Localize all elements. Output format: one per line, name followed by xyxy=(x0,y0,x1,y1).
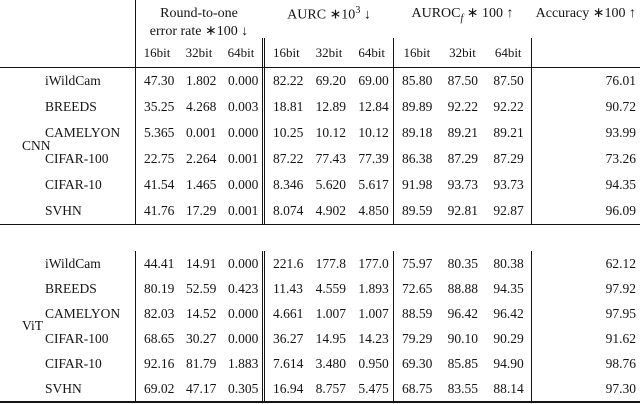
accuracy-value: 73.26 xyxy=(531,146,640,172)
header-group-row xyxy=(0,0,640,38)
auroc-cells xyxy=(393,146,531,172)
aurc-cells xyxy=(262,301,393,326)
error-rate-16bit-value: 41.54 xyxy=(144,177,175,192)
accuracy-value: 97.95 xyxy=(531,301,640,326)
aurc-subcols xyxy=(262,38,393,67)
auroc-64bit-value: 80.38 xyxy=(493,255,524,271)
error-rate-16bit-value: 5.365 xyxy=(144,125,175,140)
aurc-16bit-value: 8.346 xyxy=(273,177,304,192)
error-rate-cells xyxy=(135,351,262,376)
row-indent xyxy=(0,68,45,94)
table-row xyxy=(0,172,640,198)
auroc-64bit-value: 87.29 xyxy=(493,151,524,166)
error-rate-32bit-value: 1.802 xyxy=(186,73,217,88)
block-gap xyxy=(0,225,640,251)
error-rate-cells xyxy=(135,120,262,146)
aurc-64bit-value: 77.39 xyxy=(358,151,389,166)
error-rate-32bit-value: 2.264 xyxy=(186,151,217,166)
auroc-subcols xyxy=(393,38,531,67)
auroc-cells xyxy=(393,326,531,351)
error-rate-32bit-value: 14.52 xyxy=(186,305,217,321)
aurc-64bit-value: 4.850 xyxy=(358,203,389,218)
subcol-16bit: 16bit xyxy=(143,44,171,60)
auroc-cells xyxy=(393,251,531,276)
auroc-32bit-value: 88.88 xyxy=(447,280,479,296)
aurc-16bit-value: 16.94 xyxy=(273,380,304,396)
aurc-cells xyxy=(262,146,393,172)
error-rate-64bit-value: 0.305 xyxy=(228,380,259,396)
aurc-32bit-value: 5.620 xyxy=(315,177,347,192)
row-indent xyxy=(0,276,45,301)
accuracy-value: 94.35 xyxy=(531,172,640,198)
aurc-16bit-value: 36.27 xyxy=(273,330,304,346)
error-rate-32bit-value: 52.59 xyxy=(186,280,217,296)
aurc-16bit-value: 87.22 xyxy=(273,151,304,166)
auroc-64bit-value: 87.50 xyxy=(493,73,524,88)
auroc-32bit-value: 93.73 xyxy=(447,177,479,192)
aurc-32bit-value: 177.8 xyxy=(315,255,347,271)
accuracy-group-header xyxy=(531,0,640,38)
dataset-label: BREEDS xyxy=(45,280,97,296)
error-rate-32bit-value: 81.79 xyxy=(186,355,217,371)
accuracy-subcol-spacer xyxy=(531,38,640,67)
error-rate-16bit-value: 41.76 xyxy=(144,203,175,218)
aurc-32bit-value: 69.20 xyxy=(315,73,347,88)
aurc-16bit-value: 8.074 xyxy=(273,203,304,218)
auroc-16bit-value: 69.30 xyxy=(402,355,433,371)
subcol-32bit: 32bit xyxy=(449,44,476,60)
header-subcolumn-row xyxy=(0,38,640,67)
auroc-16bit-value: 89.59 xyxy=(402,203,433,218)
auroc-cells xyxy=(393,120,531,146)
auroc-cells xyxy=(393,68,531,94)
aurc-32bit-value: 1.007 xyxy=(315,305,347,321)
auroc-16bit-value: 85.80 xyxy=(402,73,433,88)
aurc-group-header xyxy=(262,0,393,38)
error-rate-16bit-value: 44.41 xyxy=(144,255,175,271)
aurc-16bit-value: 82.22 xyxy=(273,73,304,88)
auroc-32bit-value: 92.81 xyxy=(447,203,479,218)
error-rate-cells xyxy=(135,68,262,94)
header-indent xyxy=(0,0,45,38)
cnn-rows xyxy=(0,68,640,224)
error-rate-group-header xyxy=(135,0,262,38)
dataset-label: iWildCam xyxy=(45,73,101,88)
table-row xyxy=(0,326,640,351)
subcol-16bit: 16bit xyxy=(403,44,431,60)
error-rate-32bit-value: 0.001 xyxy=(186,125,217,140)
auroc-cells xyxy=(393,351,531,376)
error-rate-16bit-value: 82.03 xyxy=(144,305,175,321)
auroc-32bit-value: 87.29 xyxy=(447,151,479,166)
auroc-cells xyxy=(393,376,531,401)
dataset-label: CIFAR-100 xyxy=(45,330,109,346)
error-rate-cells xyxy=(135,376,262,401)
auroc-64bit-value: 88.14 xyxy=(493,380,524,396)
aurc-cells xyxy=(262,120,393,146)
table-row xyxy=(0,301,640,326)
error-rate-64bit-value: 0.003 xyxy=(228,99,259,114)
table-row xyxy=(0,351,640,376)
error-rate-cells xyxy=(135,251,262,276)
aurc-16bit-value: 10.25 xyxy=(273,125,304,140)
error-rate-cells xyxy=(135,326,262,351)
aurc-16bit-value: 221.6 xyxy=(273,255,304,271)
error-rate-64bit-value: 0.000 xyxy=(228,177,259,192)
error-rate-cells xyxy=(135,94,262,120)
dataset-label: SVHN xyxy=(45,203,82,218)
row-indent xyxy=(0,198,45,224)
auroc-cells xyxy=(393,301,531,326)
auroc-header-arrow: ∗ 100 ↑ xyxy=(463,6,514,21)
table-row xyxy=(0,120,640,146)
aurc-32bit-value: 3.480 xyxy=(315,355,347,371)
subheader-indent xyxy=(0,38,45,67)
auroc-cells xyxy=(393,276,531,301)
auroc-16bit-value: 72.65 xyxy=(402,280,433,296)
aurc-cells xyxy=(262,351,393,376)
aurc-cells xyxy=(262,198,393,224)
aurc-16bit-value: 18.81 xyxy=(273,99,304,114)
accuracy-value: 96.09 xyxy=(531,198,640,224)
error-rate-64bit-value: 0.000 xyxy=(228,305,259,321)
auroc-64bit-value: 89.21 xyxy=(493,125,524,140)
aurc-32bit-value: 8.757 xyxy=(315,380,347,396)
accuracy-value: 91.62 xyxy=(531,326,640,351)
aurc-32bit-value: 14.95 xyxy=(315,330,347,346)
auroc-16bit-value: 89.18 xyxy=(402,125,433,140)
aurc-64bit-value: 10.12 xyxy=(358,125,389,140)
error-rate-64bit-value: 0.000 xyxy=(228,125,259,140)
auroc-16bit-value: 68.75 xyxy=(402,380,433,396)
auroc-cells xyxy=(393,172,531,198)
error-rate-cells xyxy=(135,146,262,172)
row-indent xyxy=(0,376,45,401)
auroc-16bit-value: 88.59 xyxy=(402,305,433,321)
model-group-label-cnn: CNN xyxy=(22,138,51,153)
accuracy-header-text: Accuracy ∗100 ↑ xyxy=(535,6,636,21)
auroc-64bit-value: 94.35 xyxy=(493,280,524,296)
error-rate-16bit-value: 22.75 xyxy=(144,151,175,166)
subcol-64bit: 64bit xyxy=(227,44,255,60)
error-rate-32bit-value: 1.465 xyxy=(186,177,217,192)
auroc-64bit-value: 93.73 xyxy=(493,177,524,192)
aurc-64bit-value: 5.617 xyxy=(358,177,389,192)
aurc-cells xyxy=(262,172,393,198)
auroc-16bit-value: 89.89 xyxy=(402,99,433,114)
subcol-64bit: 64bit xyxy=(358,44,386,60)
table-row xyxy=(0,94,640,120)
accuracy-value: 97.30 xyxy=(531,376,640,401)
auroc-64bit-value: 90.29 xyxy=(493,330,524,346)
auroc-64bit-value: 92.22 xyxy=(493,99,524,114)
dataset-label: CIFAR-10 xyxy=(45,177,102,192)
error-rate-64bit-value: 0.423 xyxy=(228,280,259,296)
subcol-16bit: 16bit xyxy=(272,44,300,60)
aurc-header-text xyxy=(265,5,393,24)
aurc-32bit-value: 12.89 xyxy=(315,99,347,114)
error-rate-cells xyxy=(135,198,262,224)
aurc-cells xyxy=(262,326,393,351)
auroc-16bit-value: 86.38 xyxy=(402,151,433,166)
aurc-64bit-value: 5.475 xyxy=(358,380,389,396)
table-row xyxy=(0,251,640,276)
auroc-16bit-value: 75.97 xyxy=(402,255,433,271)
dataset-label: CIFAR-100 xyxy=(45,151,109,166)
error-rate-32bit-value: 17.29 xyxy=(186,203,217,218)
aurc-cells xyxy=(262,276,393,301)
subcol-32bit: 32bit xyxy=(185,44,213,60)
table-header xyxy=(0,0,640,68)
subcol-64bit: 64bit xyxy=(494,44,522,60)
table-row xyxy=(0,68,640,94)
aurc-64bit-value: 177.0 xyxy=(358,255,389,271)
error-rate-16bit-value: 68.65 xyxy=(144,330,175,346)
error-rate-64bit-value: 0.000 xyxy=(228,330,259,346)
error-rate-cells xyxy=(135,301,262,326)
auroc-cells xyxy=(393,94,531,120)
aurc-64bit-value: 1.007 xyxy=(358,305,389,321)
vit-rows xyxy=(0,251,640,401)
aurc-32bit-value: 77.43 xyxy=(315,151,347,166)
aurc-16bit-value: 4.661 xyxy=(273,305,304,321)
dataset-label: BREEDS xyxy=(45,99,97,114)
error-rate-header-line2: error rate ∗100 ↓ xyxy=(149,23,249,39)
aurc-16bit-value: 11.43 xyxy=(273,280,303,296)
aurc-cells xyxy=(262,68,393,94)
row-indent xyxy=(0,172,45,198)
dataset-label: CAMELYON xyxy=(45,125,121,140)
table-row xyxy=(0,198,640,224)
auroc-32bit-value: 80.35 xyxy=(447,255,479,271)
auroc-header-subscript: f xyxy=(460,12,464,24)
error-rate-cells xyxy=(135,276,262,301)
row-indent xyxy=(0,251,45,276)
aurc-header-prefix: AURC ∗10 xyxy=(287,7,356,23)
error-rate-64bit-value: 0.000 xyxy=(228,255,259,271)
auroc-32bit-value: 83.55 xyxy=(447,380,479,396)
error-rate-64bit-value: 0.001 xyxy=(228,151,259,166)
error-rate-16bit-value: 92.16 xyxy=(144,355,175,371)
aurc-cells xyxy=(262,94,393,120)
table-row xyxy=(0,376,640,401)
error-rate-64bit-value: 1.883 xyxy=(228,355,259,371)
accuracy-value: 97.92 xyxy=(531,276,640,301)
aurc-header-arrow: ↓ xyxy=(360,7,371,23)
model-group-label-vit: ViT xyxy=(22,318,43,333)
error-rate-32bit-value: 30.27 xyxy=(186,330,217,346)
auroc-64bit-value: 96.42 xyxy=(493,305,524,321)
table-row xyxy=(0,276,640,301)
accuracy-value: 76.01 xyxy=(531,68,640,94)
error-rate-header-text xyxy=(136,5,262,40)
error-rate-16bit-value: 80.19 xyxy=(144,280,175,296)
aurc-64bit-value: 12.84 xyxy=(358,99,389,114)
row-indent xyxy=(0,351,45,376)
auroc-32bit-value: 96.42 xyxy=(447,305,479,321)
table-row xyxy=(0,146,640,172)
auroc-32bit-value: 90.10 xyxy=(447,330,479,346)
error-rate-cells xyxy=(135,172,262,198)
row-indent xyxy=(0,94,45,120)
accuracy-value: 62.12 xyxy=(531,251,640,276)
error-rate-header-line1: Round-to-one xyxy=(160,6,238,21)
auroc-cells xyxy=(393,198,531,224)
error-rate-16bit-value: 47.30 xyxy=(144,73,175,88)
aurc-cells xyxy=(262,251,393,276)
error-rate-32bit-value: 14.91 xyxy=(186,255,217,271)
error-rate-32bit-value: 4.268 xyxy=(186,99,217,114)
auroc-64bit-value: 94.90 xyxy=(493,355,524,371)
aurc-32bit-value: 4.559 xyxy=(315,280,347,296)
aurc-64bit-value: 14.23 xyxy=(358,330,389,346)
cnn-block xyxy=(0,68,640,225)
error-rate-64bit-value: 0.000 xyxy=(228,73,259,88)
error-rate-64bit-value: 0.001 xyxy=(228,203,259,218)
auroc-16bit-value: 79.29 xyxy=(402,330,433,346)
accuracy-value: 93.99 xyxy=(531,120,640,146)
auroc-32bit-value: 92.22 xyxy=(447,99,479,114)
auroc-16bit-value: 91.98 xyxy=(402,177,433,192)
auroc-header-text xyxy=(394,5,531,25)
aurc-32bit-value: 4.902 xyxy=(315,203,347,218)
aurc-64bit-value: 0.950 xyxy=(358,355,389,371)
aurc-64bit-value: 1.893 xyxy=(358,280,389,296)
auroc-32bit-value: 85.85 xyxy=(447,355,479,371)
aurc-header-exponent: 3 xyxy=(355,5,361,16)
aurc-32bit-value: 10.12 xyxy=(315,125,347,140)
error-rate-32bit-value: 47.17 xyxy=(186,380,217,396)
auroc-32bit-value: 87.50 xyxy=(447,73,479,88)
dataset-label: CAMELYON xyxy=(45,305,121,321)
accuracy-value: 98.76 xyxy=(531,351,640,376)
accuracy-value: 90.72 xyxy=(531,94,640,120)
dataset-label: CIFAR-10 xyxy=(45,355,102,371)
dataset-label: iWildCam xyxy=(45,255,101,271)
auroc-32bit-value: 89.21 xyxy=(447,125,479,140)
auroc-64bit-value: 92.87 xyxy=(493,203,524,218)
vit-block xyxy=(0,251,640,403)
auroc-group-header xyxy=(393,0,531,38)
error-rate-16bit-value: 35.25 xyxy=(144,99,175,114)
aurc-16bit-value: 7.614 xyxy=(273,355,304,371)
dataset-label: SVHN xyxy=(45,380,82,396)
error-rate-16bit-value: 69.02 xyxy=(144,380,175,396)
auroc-header-prefix: AUROC xyxy=(411,6,461,21)
error-rate-subcols xyxy=(135,38,262,67)
aurc-cells xyxy=(262,376,393,401)
subcol-32bit: 32bit xyxy=(315,44,343,60)
aurc-64bit-value: 69.00 xyxy=(358,73,389,88)
